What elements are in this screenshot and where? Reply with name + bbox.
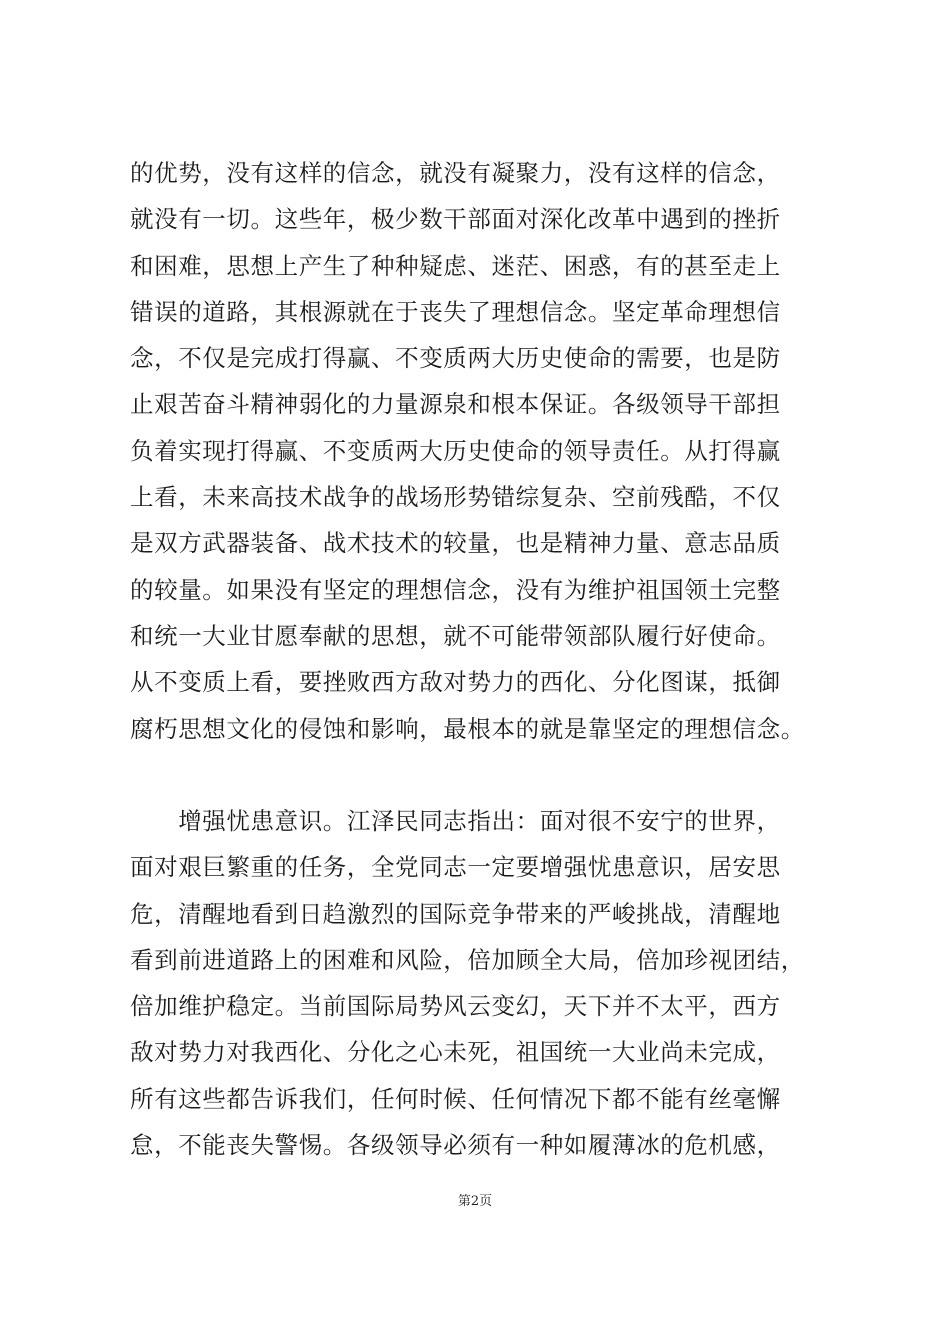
text-line: 从不变质上看，要挫败西方敌对势力的西化、分化图谋，抵御	[130, 668, 781, 697]
text-line: 念，不仅是完成打得赢、不变质两大历史使命的需要，也是防	[130, 344, 781, 373]
text-line: 所有这些都告诉我们，任何时候、任何情况下都不能有丝毫懈	[130, 1084, 781, 1113]
text-line: 敌对势力对我西化、分化之心未死，祖国统一大业尚未完成，	[130, 1038, 781, 1067]
text-line: 和统一大业甘愿奉献的思想，就不可能带领部队履行好使命。	[130, 621, 781, 650]
text-line: 危，清醒地看到日趋激烈的国际竞争带来的严峻挑战，清醒地	[130, 899, 781, 928]
paragraph-1	[130, 150, 830, 752]
text-line: 面对艰巨繁重的任务，全党同志一定要增强忧患意识，居安思	[130, 853, 781, 882]
text-line: 就没有一切。这些年，极少数干部面对深化改革中遇到的挫折	[130, 205, 781, 234]
paragraph-2	[130, 798, 830, 1168]
text-line: 和困难，思想上产生了种种疑虑、迷茫、困惑，有的甚至走上	[130, 251, 781, 280]
page-number: 第2页	[457, 1194, 493, 1209]
text-line: 倍加维护稳定。当前国际局势风云变幻，天下并不太平，西方	[130, 992, 781, 1021]
text-line: 的优势，没有这样的信念，就没有凝聚力，没有这样的信念，	[130, 159, 781, 187]
text-line: 看到前进道路上的困难和风险，倍加顾全大局，倍加珍视团结，	[130, 945, 805, 974]
text-line: 是双方武器装备、战术技术的较量，也是精神力量、意志品质	[130, 529, 781, 558]
text-line: 止艰苦奋斗精神弱化的力量源泉和根本保证。各级领导干部担	[130, 390, 781, 419]
text-line: 的较量。如果没有坚定的理想信念，没有为维护祖国领土完整	[130, 575, 781, 604]
text-line: 上看，未来高技术战争的战场形势错综复杂、空前残酷，不仅	[130, 483, 781, 512]
text-line: 错误的道路，其根源就在于丧失了理想信念。坚定革命理想信	[130, 297, 781, 326]
text-line: 腐朽思想文化的侵蚀和影响，最根本的就是靠坚定的理想信念。	[130, 714, 805, 743]
text-line: 增强忧患意识。江泽民同志指出：面对很不安宁的世界，	[130, 807, 781, 835]
text-line: 负着实现打得赢、不变质两大历史使命的领导责任。从打得赢	[130, 436, 781, 465]
text-line: 怠，不能丧失警惕。各级领导必须有一种如履薄冰的危机感，	[130, 1131, 781, 1160]
